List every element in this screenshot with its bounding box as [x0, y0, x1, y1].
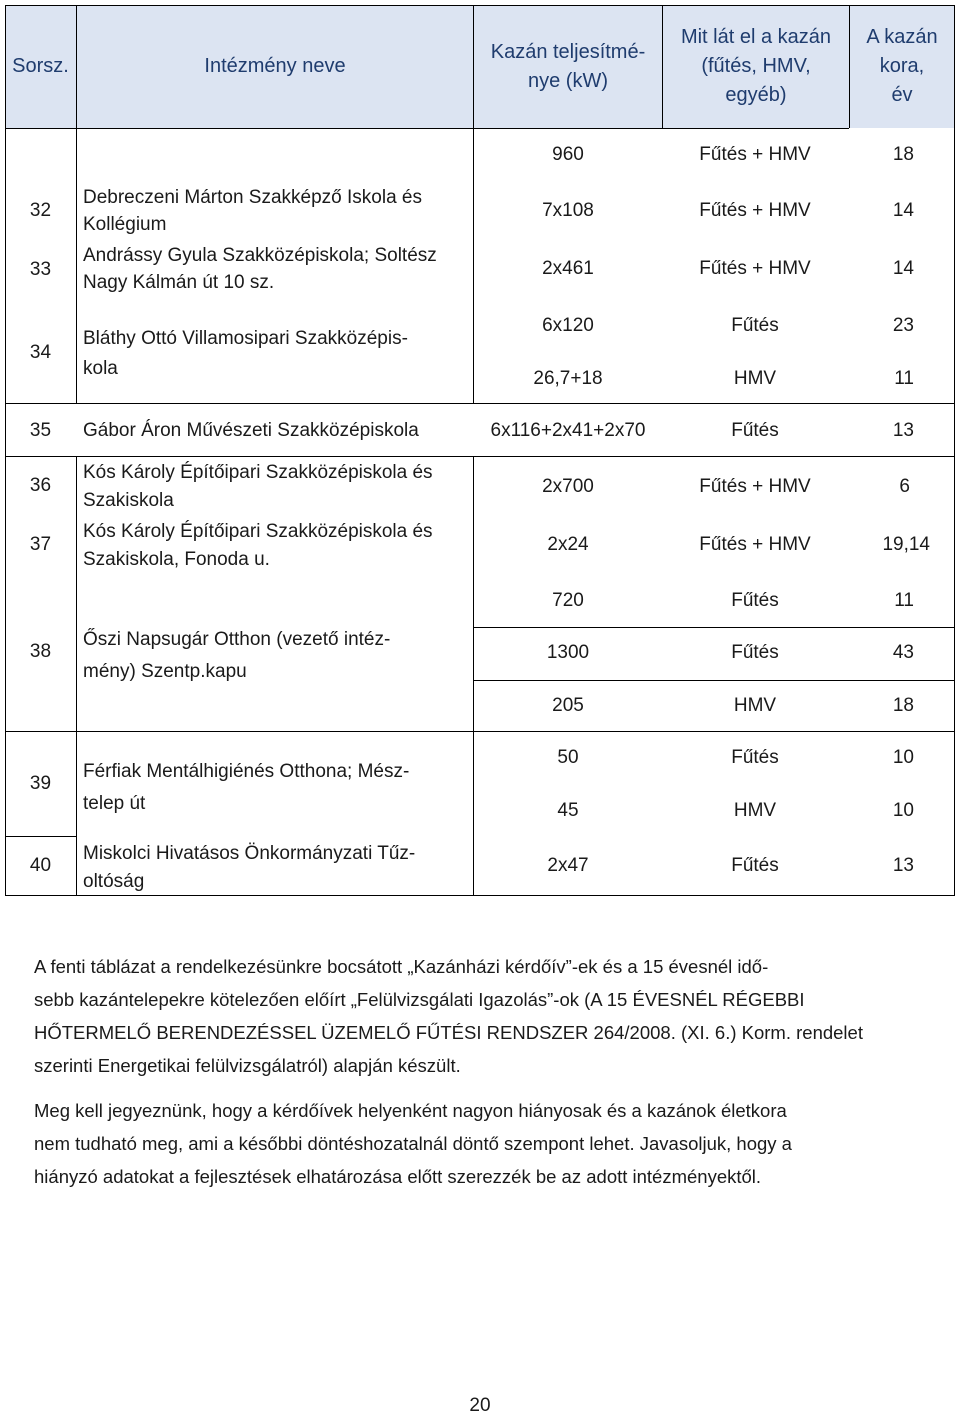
- boiler-age: 43: [892, 642, 914, 663]
- row-number: 36: [29, 475, 52, 496]
- boiler-kw: 6x120: [542, 315, 594, 336]
- boiler-kw: 1300: [546, 642, 590, 663]
- boiler-age: 13: [892, 420, 914, 441]
- boiler-age: 13: [892, 855, 914, 876]
- institution-name: Debreczeni Márton Szakképző Iskola és Kollégium: [83, 187, 422, 235]
- paragraph-1: A fenti táblázat a rendelkezésünkre bocsátott „Kazánházi kérdőív”-ek és a 15 évesnél idő- sebb kazántelepekre kötelezően előírt „Felülvizsgálati Igazolás”-ok (A 15 ÉVESNÉL RÉGEBBI HŐTERMELŐ BERENDEZÉSSEL ÜZEMELŐ FŰTÉSI RENDSZER 264/2008. (XI. 6.) Korm. rendelet szerinti Energetikai felülvizsgálatról) alapján készült.: [34, 956, 863, 1076]
- boiler-age: 10: [892, 747, 914, 768]
- boiler-kw: 720: [552, 590, 584, 611]
- boiler-kw: 960: [552, 144, 584, 165]
- header-sorsz: Sorsz.: [12, 55, 69, 77]
- boiler-use: HMV: [733, 368, 777, 389]
- header-teljesitmeny: Kazán teljesítmé- nye (kW): [490, 40, 646, 92]
- institution-name: Kós Károly Építőipari Szakközépiskola és Szakiskola, Fonoda u.: [83, 521, 433, 570]
- boiler-age: 23: [892, 315, 914, 336]
- row-number: 37: [29, 534, 52, 555]
- institution-name: Bláthy Ottó Villamosipari Szakközépis- kola: [83, 328, 408, 379]
- header-kor: A kazán kora, év: [866, 26, 938, 106]
- boiler-use: Fűtés + HMV: [699, 144, 811, 165]
- boiler-age: 18: [892, 695, 914, 716]
- boiler-age: 19,14: [882, 534, 930, 555]
- row-number: 40: [29, 855, 52, 876]
- boiler-use: Fűtés: [731, 590, 779, 611]
- boiler-kw: 50: [557, 747, 579, 768]
- header-intezmeny: Intézmény neve: [204, 55, 346, 77]
- boiler-age: 11: [894, 368, 914, 389]
- boiler-kw: 2x700: [542, 476, 594, 497]
- boiler-use: Fűtés: [731, 420, 779, 441]
- boiler-use: Fűtés: [731, 855, 779, 876]
- boiler-age: 6: [899, 476, 910, 497]
- boiler-kw: 2x461: [542, 258, 594, 279]
- boiler-age: 14: [892, 258, 914, 279]
- row-number: 32: [29, 200, 52, 221]
- boiler-kw: 45: [557, 800, 579, 821]
- boiler-use: Fűtés: [731, 315, 779, 336]
- boiler-use: Fűtés + HMV: [699, 200, 811, 221]
- boiler-age: 14: [892, 200, 914, 221]
- institution-name: Férfiak Mentálhigiénés Otthona; Mész- telep út: [83, 761, 410, 814]
- boiler-age: 10: [892, 800, 914, 821]
- boiler-use: HMV: [733, 695, 777, 716]
- institution-name: Gábor Áron Művészeti Szakközépiskola: [83, 420, 419, 441]
- header-mit: Mit lát el a kazán (fűtés, HMV, egyéb): [680, 26, 832, 106]
- boiler-kw: 2x47: [547, 855, 589, 876]
- boiler-age: 11: [894, 590, 914, 611]
- boiler-kw: 7x108: [542, 200, 594, 221]
- row-number: 34: [29, 342, 52, 363]
- boiler-use: Fűtés + HMV: [699, 534, 811, 555]
- boiler-age: 18: [892, 144, 914, 165]
- institution-name: Őszi Napsugár Otthon (vezető intéz- mény) Szentp.kapu: [83, 629, 391, 682]
- row-number: 39: [29, 773, 52, 794]
- boiler-kw: 205: [552, 695, 584, 716]
- row-number: 35: [29, 420, 52, 441]
- boiler-use: Fűtés: [731, 747, 779, 768]
- boiler-kw: 26,7+18: [533, 368, 603, 389]
- boiler-use: Fűtés + HMV: [699, 476, 811, 497]
- institution-name: Andrássy Gyula Szakközépiskola; Soltész Nagy Kálmán út 10 sz.: [83, 245, 437, 293]
- boiler-use: HMV: [733, 800, 777, 821]
- boiler-use: Fűtés: [731, 642, 779, 663]
- institution-name: Kós Károly Építőipari Szakközépiskola és Szakiskola: [83, 462, 433, 511]
- page-number: 20: [469, 1395, 491, 1416]
- row-number: 38: [29, 641, 52, 662]
- institution-name: Miskolci Hivatásos Önkormányzati Tűz- oltóság: [83, 843, 416, 892]
- boiler-kw: 6x116+2x41+2x70: [490, 420, 646, 441]
- paragraph-2: Meg kell jegyeznünk, hogy a kérdőívek helyenként nagyon hiányosak és a kazánok életkora nem tudható meg, ami a későbbi döntéshozatalnál döntő szempont lehet. Javasoljuk, hogy a hiányzó adatokat a fejlesztések elhatározása előtt szerezzék be az adott intézményektől.: [34, 1100, 792, 1187]
- boiler-kw: 2x24: [547, 534, 589, 555]
- boiler-use: Fűtés + HMV: [699, 258, 811, 279]
- row-number: 33: [29, 259, 52, 280]
